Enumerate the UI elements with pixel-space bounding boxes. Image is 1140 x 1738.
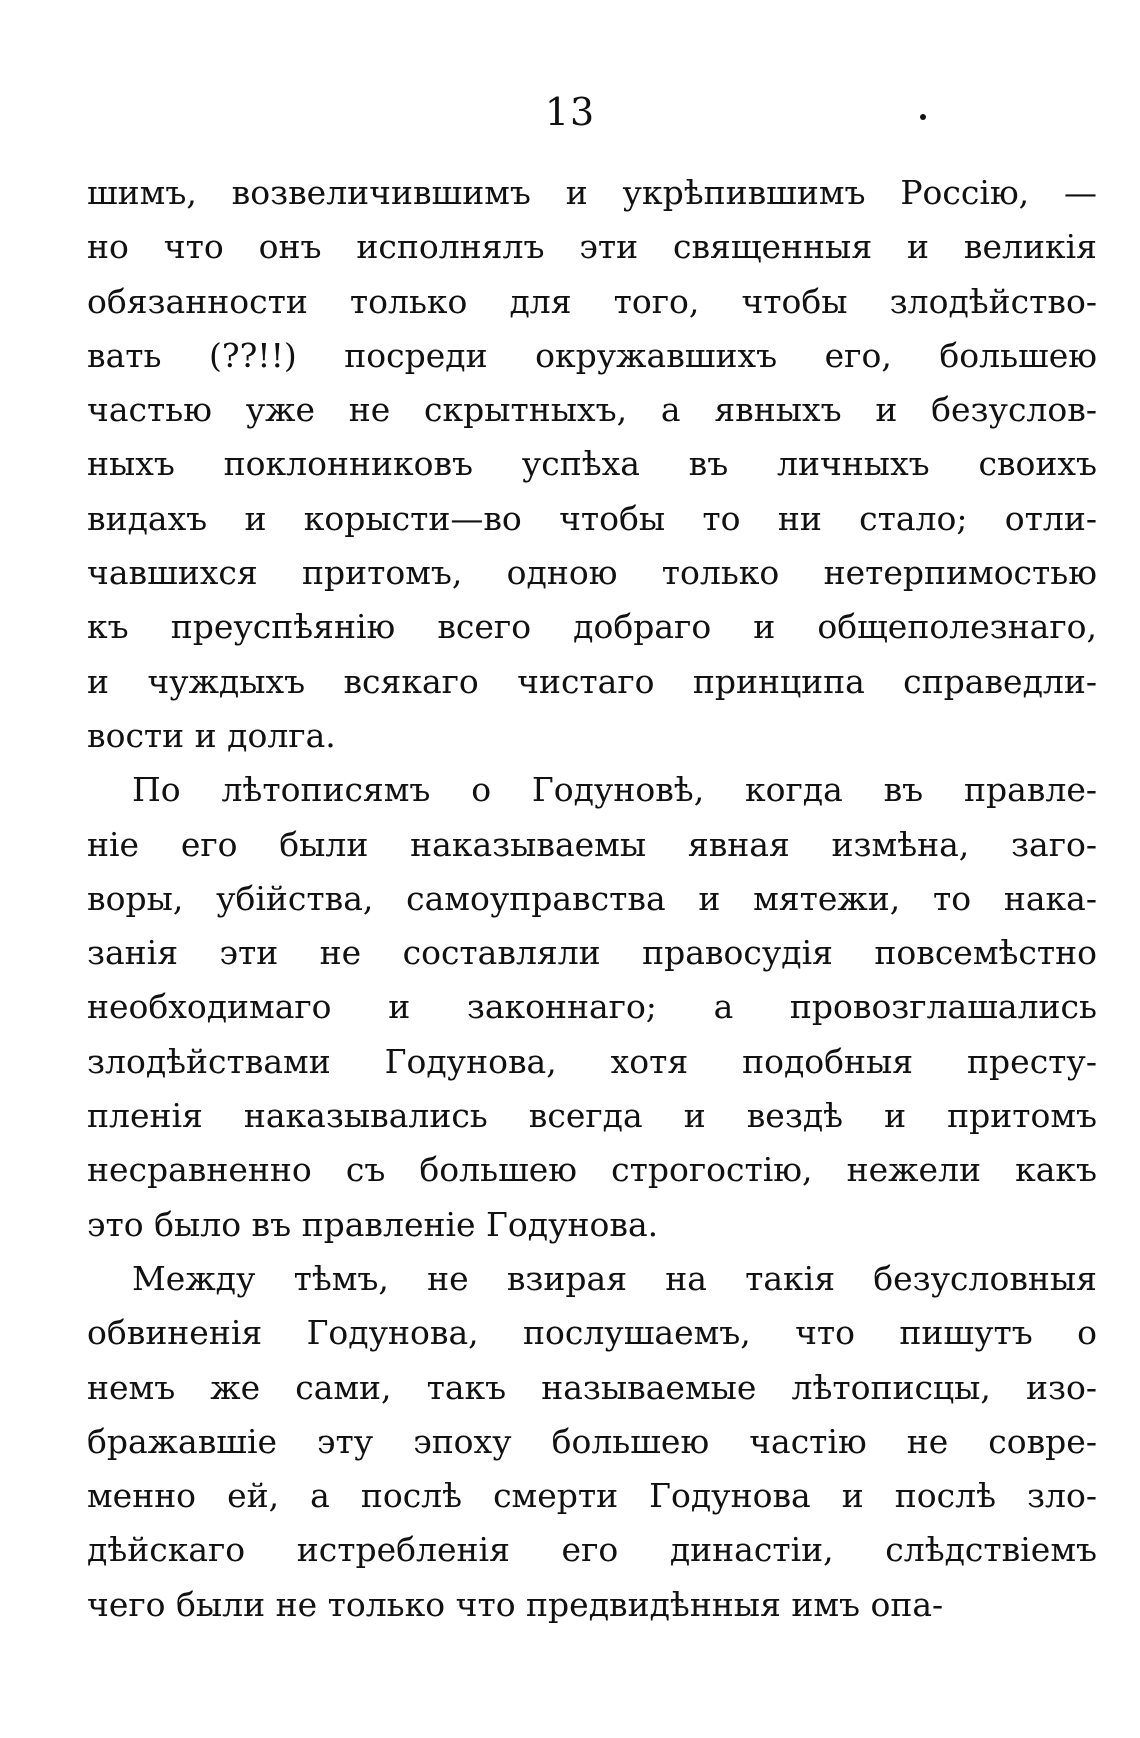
text-line: къ преуспѣянію всего добраго и общеполезнаго, [87, 607, 1097, 647]
text-line: необходимаго и законнаго; а провозглашались [87, 987, 1097, 1027]
text-line: обвиненія Годунова, послушаемъ, что пишутъ о [87, 1313, 1097, 1353]
text-line: дѣйскаго истребленія его династіи, слѣдствіемъ [87, 1530, 1097, 1570]
text-line: это было въ правленіе Годунова. [87, 1204, 659, 1244]
text-line: частью уже не скрытныхъ, а явныхъ и безуслов- [87, 390, 1097, 430]
text-line: чего были не только что предвидѣнныя имъ опа- [87, 1584, 944, 1624]
text-line: пленія наказывались всегда и вездѣ и притомъ [87, 1096, 1097, 1136]
paragraph [87, 1252, 1097, 1632]
text-line: видахъ и корысти—во чтобы то ни стало; отли- [87, 498, 1097, 538]
text-line: воры, убійства, самоуправства и мятежи, то нака- [87, 878, 1097, 918]
page-number: 13 [544, 90, 596, 134]
text-line: вать (??!!) посреди окружавшихъ его, большею [87, 335, 1097, 375]
text-line: шимъ, возвеличившимъ и укрѣпившимъ Россію, — [87, 173, 1097, 212]
paragraph [87, 166, 1097, 763]
paragraph [87, 763, 1097, 1252]
text-line: ніе его были наказываемы явная измѣна, заго- [87, 824, 1097, 864]
text-line: вости и долга. [87, 715, 336, 755]
print-speck [920, 114, 926, 120]
text-line: немъ же сами, такъ называемые лѣтописцы, изо- [87, 1367, 1097, 1407]
text-line: обязанности только для того, чтобы злодѣйство- [87, 281, 1097, 321]
text-line: занія эти не составляли правосудія повсемѣстно [87, 933, 1097, 973]
text-line: несравненно съ большею строгостію, нежели какъ [87, 1150, 1097, 1190]
text-line: ныхъ поклонниковъ успѣха въ личныхъ своихъ [87, 444, 1097, 484]
text-line: злодѣйствами Годунова, хотя подобныя престу- [87, 1041, 1097, 1081]
text-line: бражавшіе эту эпоху большею частію не совре- [87, 1421, 1097, 1461]
text-line: По лѣтописямъ о Годуновѣ, когда въ правле- [132, 770, 1097, 810]
text-line: Между тѣмъ, не взирая на такія безусловныя [132, 1258, 1097, 1298]
text-line: и чуждыхъ всякаго чистаго принципа справедли- [87, 661, 1097, 701]
text-line: чавшихся притомъ, одною только нетерпимостью [87, 553, 1097, 593]
body-text [87, 166, 1097, 1632]
text-line: но что онъ исполнялъ эти священныя и великія [87, 227, 1097, 267]
text-line: менно ей, а послѣ смерти Годунова и послѣ зло- [87, 1476, 1097, 1516]
